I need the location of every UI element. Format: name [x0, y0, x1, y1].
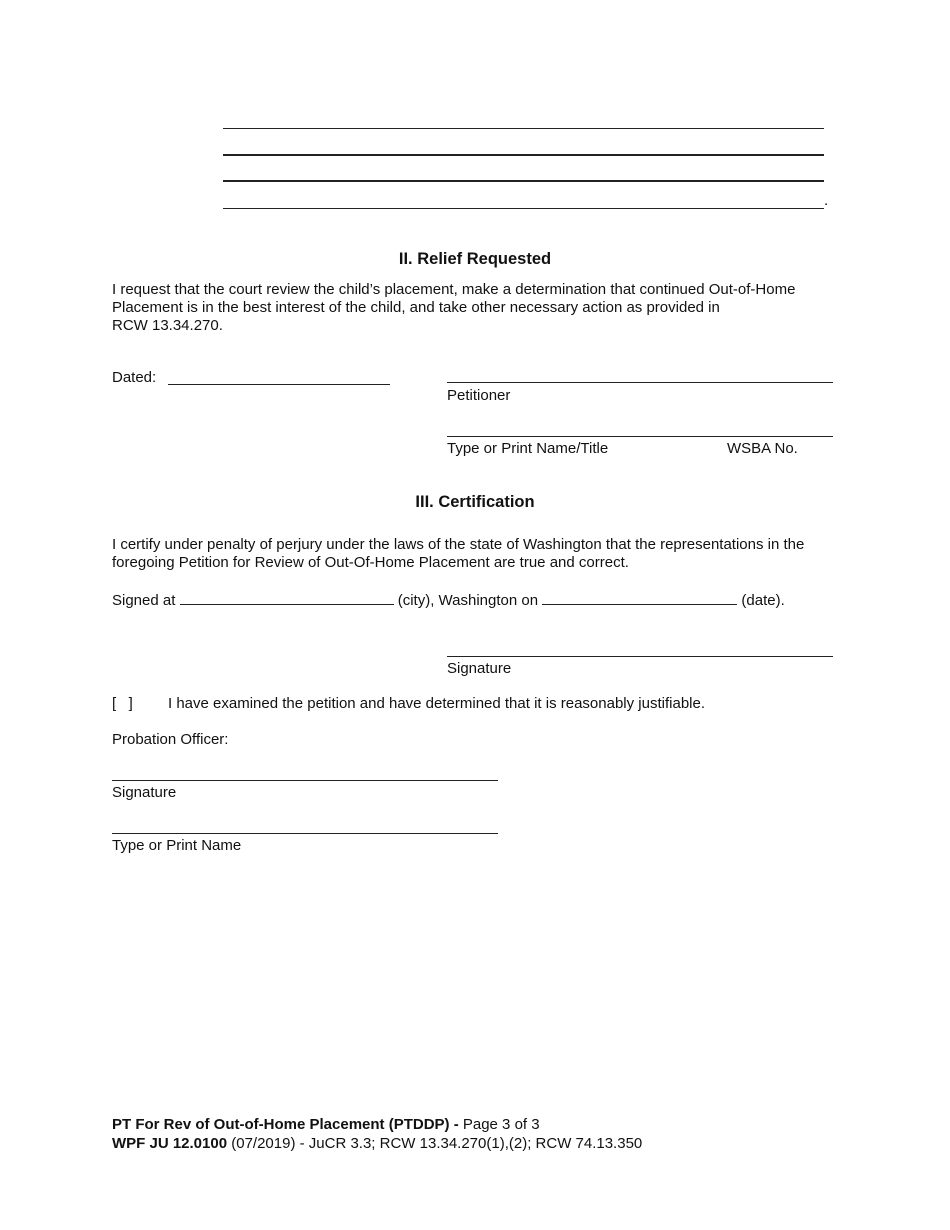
dated-field[interactable] — [168, 384, 390, 385]
certification-line-1: I certify under penalty of perjury under the laws of the state of Washington that the representations in the — [112, 536, 805, 553]
relief-line-3: RCW 13.34.270. — [112, 317, 223, 334]
certification-signature-line[interactable] — [447, 656, 833, 657]
wsba-label: WSBA No. — [727, 440, 798, 457]
relief-line-1: I request that the court review the child’s placement, make a determination that continued Out-of-Home — [112, 281, 796, 298]
date-label: (date). — [741, 592, 785, 609]
footer-citations: (07/2019) - JuCR 3.3; RCW 13.34.270(1),(2); RCW 74.13.350 — [231, 1135, 643, 1152]
top-fill-line-4 — [223, 208, 824, 209]
certification-signature-label: Signature — [447, 660, 512, 677]
certification-heading: III. Certification — [415, 493, 535, 511]
dated-row — [112, 369, 156, 386]
signed-at-label: Signed at — [112, 592, 176, 609]
city-field[interactable] — [180, 590, 394, 605]
petitioner-signature-line[interactable] — [447, 382, 833, 383]
top-fill-line-2 — [223, 154, 824, 156]
footer-form-number: WPF JU 12.0100 — [112, 1135, 228, 1152]
top-fill-period: . — [824, 192, 829, 209]
city-label: (city), Washington on — [397, 592, 539, 609]
justifiable-statement: I have examined the petition and have determined that it is reasonably justifiable. — [168, 695, 705, 712]
probation-officer-label: Probation Officer: — [112, 731, 229, 748]
relief-paragraph — [112, 281, 837, 335]
petitioner-label: Petitioner — [447, 387, 511, 404]
footer-line-1 — [112, 1115, 642, 1134]
relief-line-2: Placement is in the best interest of the child, and take other necessary action as provided in — [112, 299, 720, 316]
footer-page-number: Page 3 of 3 — [462, 1116, 540, 1133]
footer — [112, 1115, 642, 1153]
name-title-line[interactable] — [447, 436, 833, 437]
footer-line-2 — [112, 1134, 642, 1153]
probation-signature-line[interactable] — [112, 780, 498, 781]
name-title-label: Type or Print Name/Title — [447, 440, 609, 457]
probation-signature-label: Signature — [112, 784, 177, 801]
justifiable-checkbox[interactable]: [ ] — [112, 695, 133, 712]
footer-form-title: PT For Rev of Out-of-Home Placement (PTDDP) - — [112, 1116, 459, 1133]
probation-print-name-line[interactable] — [112, 833, 498, 834]
certification-line-2: foregoing Petition for Review of Out-Of-Home Placement are true and correct. — [112, 554, 629, 571]
top-fill-line-3 — [223, 180, 824, 182]
dated-label: Dated: — [112, 369, 157, 386]
signed-at-row — [112, 590, 785, 609]
date-field[interactable] — [542, 590, 737, 605]
probation-print-name-label: Type or Print Name — [112, 837, 242, 854]
top-fill-line-1 — [223, 128, 824, 129]
certification-paragraph — [112, 536, 837, 572]
relief-heading: II. Relief Requested — [398, 250, 552, 268]
